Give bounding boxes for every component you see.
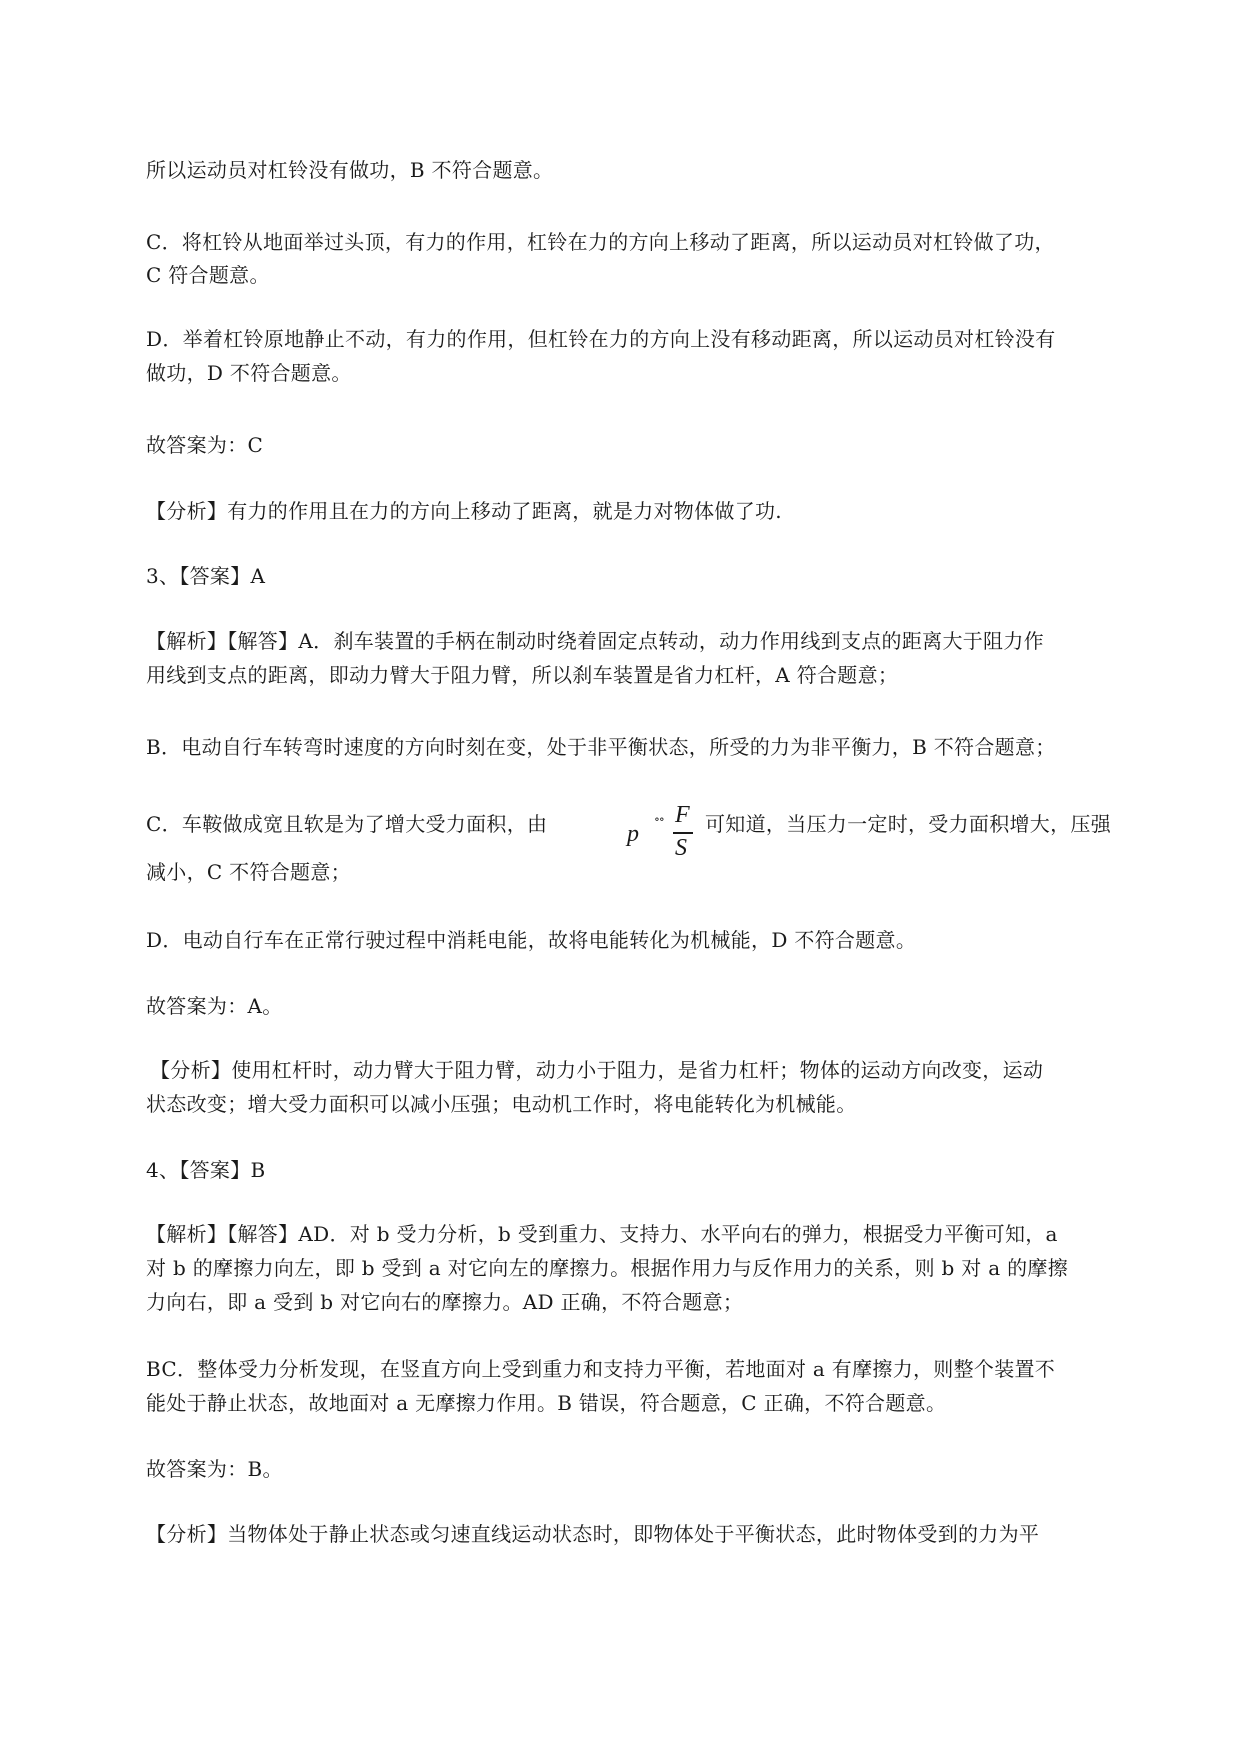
text-line: C 符合题意。: [146, 263, 270, 287]
text-line: C．将杠铃从地面举过头顶，有力的作用，杠铃在力的方向上移动了距离，所以运动员对杠铃做了功，: [146, 230, 1055, 254]
text-line: 力向右，即 a 受到 b 对它向右的摩擦力。AD 正确，不符合题意；: [146, 1290, 744, 1314]
text-line: BC．整体受力分析发现，在竖直方向上受到重力和支持力平衡，若地面对 a 有摩擦力，则整个装置不: [146, 1357, 1056, 1381]
formula-symbol: ∘∘: [654, 812, 664, 826]
text-line: 对 b 的摩擦力向左，即 b 受到 a 对它向左的摩擦力。根据作用力与反作用力的关系，则 b 对 a 的摩擦: [146, 1256, 1069, 1280]
text-line: 【分析】使用杠杆时，动力臂大于阻力臂，动力小于阻力，是省力杠杆；物体的运动方向改变，运动: [150, 1058, 1044, 1082]
pressure-formula: [627, 802, 699, 866]
text-line: D．举着杠铃原地静止不动，有力的作用，但杠铃在力的方向上没有移动距离，所以运动员对杠铃没有: [146, 327, 1056, 351]
formula-numerator: F: [675, 802, 690, 828]
answer-heading: 3、【答案】A: [146, 564, 266, 588]
text-line: 【分析】有力的作用且在力的方向上移动了距离，就是力对物体做了功.: [146, 499, 782, 523]
text-line: 做功，D 不符合题意。: [146, 361, 352, 385]
text-line: 故答案为：C: [146, 433, 264, 457]
text-line: 故答案为：A。: [146, 994, 283, 1018]
text-line: 减小，C 不符合题意；: [146, 860, 351, 884]
text-line: 可知道，当压力一定时，受力面积增大，压强: [705, 812, 1111, 836]
text-line: 【分析】当物体处于静止状态或匀速直线运动状态时，即物体处于平衡状态，此时物体受到的力为平: [146, 1522, 1040, 1546]
text-line: 故答案为：B。: [146, 1457, 283, 1481]
text-line: 能处于静止状态，故地面对 a 无摩擦力作用。B 错误，符合题意，C 正确，不符合题意。: [146, 1391, 947, 1415]
text-line: C．车鞍做成宽且软是为了增大受力面积，由: [146, 812, 548, 836]
text-line: 状态改变；增大受力面积可以减小压强；电动机工作时，将电能转化为机械能。: [146, 1092, 857, 1116]
answer-heading: 4、【答案】B: [146, 1158, 266, 1182]
text-line: D．电动自行车在正常行驶过程中消耗电能，故将电能转化为机械能，D 不符合题意。: [146, 928, 917, 952]
fraction-bar: [673, 832, 693, 834]
text-line: 所以运动员对杠铃没有做功，B 不符合题意。: [146, 158, 554, 182]
text-line: 用线到支点的距离，即动力臂大于阻力臂，所以刹车装置是省力杠杆，A 符合题意；: [146, 663, 899, 687]
formula-denominator: S: [675, 835, 687, 861]
text-line: 【解析】【解答】AD．对 b 受力分析，b 受到重力、支持力、水平向右的弹力，根据受力平衡可知，a: [146, 1222, 1058, 1246]
formula-p: p: [627, 821, 639, 847]
text-line: 【解析】【解答】A．刹车装置的手柄在制动时绕着固定点转动，动力作用线到支点的距离大于阻力作: [146, 629, 1044, 653]
text-line: B．电动自行车转弯时速度的方向时刻在变，处于非平衡状态，所受的力为非平衡力，B 不符合题意；: [146, 735, 1056, 759]
